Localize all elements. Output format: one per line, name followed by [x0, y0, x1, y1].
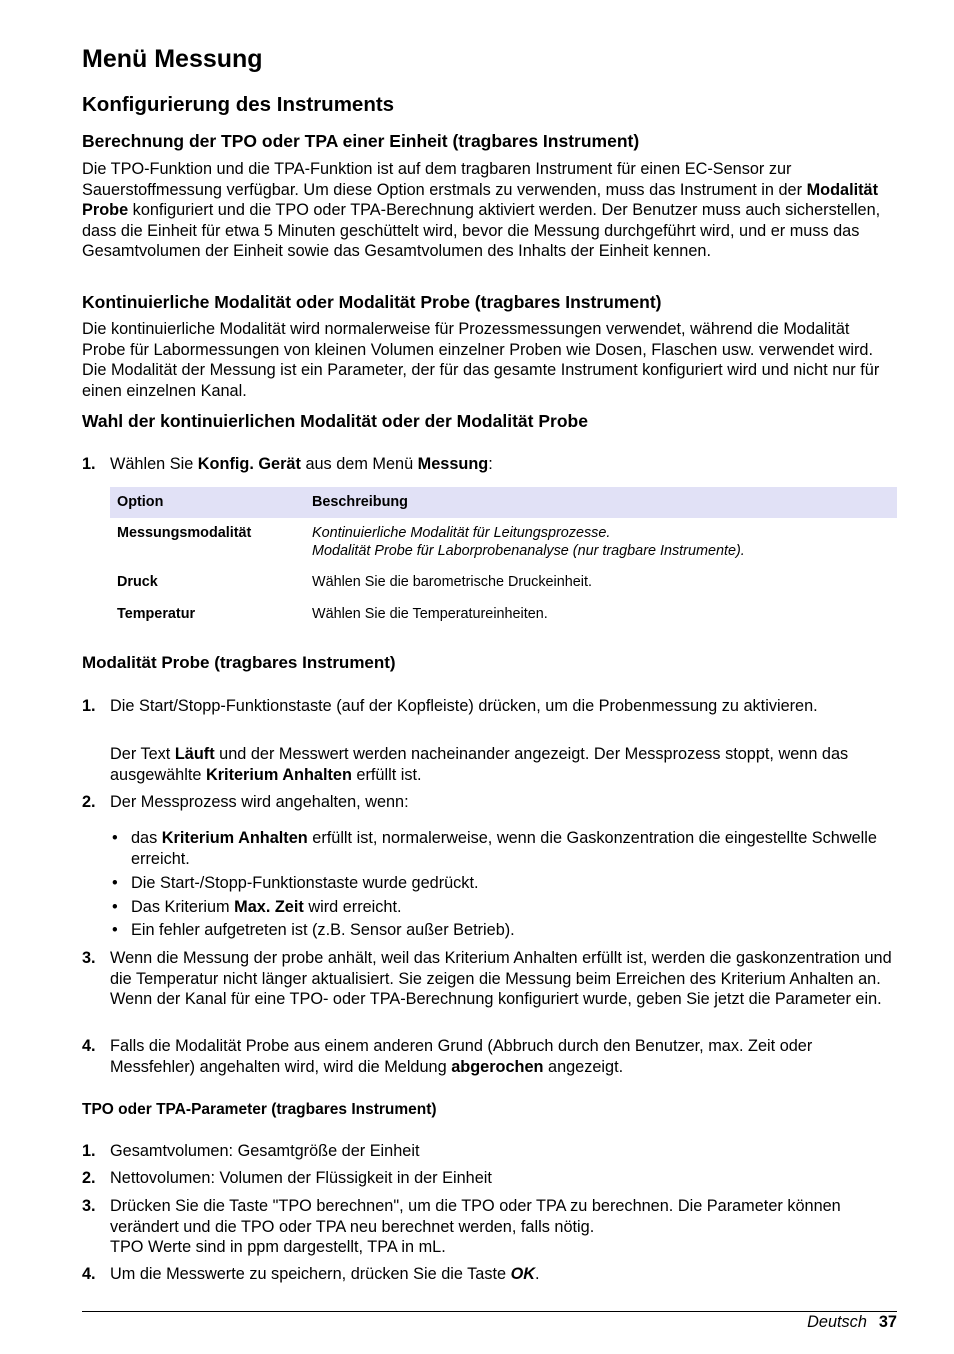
table-cell-desc: Kontinuierliche Modalität für Leitungsprozesse. [312, 525, 611, 541]
column-header-option: Option [117, 494, 164, 510]
bullet-item: • Das Kriterium Max. Zeit wird erreicht. [112, 898, 402, 916]
list-item: 2. Der Messprozess wird angehalten, wenn: [82, 793, 409, 811]
heading-modalitaet: Kontinuierliche Modalität oder Modalität Probe (tragbares Instrument) [82, 292, 662, 312]
heading-wahl-modalitaet: Wahl der kontinuierlichen Modalität oder der Modalität Probe [82, 411, 588, 431]
heading-tpo-parameter: TPO oder TPA-Parameter (tragbares Instrument) [82, 1101, 437, 1118]
list-item: 2. Nettovolumen: Volumen der Flüssigkeit in der Einheit [82, 1169, 492, 1187]
table-row [110, 518, 897, 568]
table-row [110, 568, 897, 600]
page-footer [807, 1313, 897, 1331]
section-title: Konfigurierung des Instruments [82, 93, 395, 116]
paragraph-tpo-tpa: Die TPO-Funktion und die TPA-Funktion ist auf dem tragbaren Instrument für einen EC-Sensor zur Sauerstoffmessung verfügbar. Um diese Option erstmals zu verwenden, muss das Instrument in der Modalität Probe konfiguriert und die TPO oder TPA-Berechnung aktiviert werden. Der Benutzer muss auch sicherstellen, dass die Einheit für etwa 5 Minuten geschüttelt wird, bevor die Messung durchgeführt wird, und er muss das Gesamtvolumen der Einheit sowie das Gesamtvolumen des Inhalts der Einheit kennen. [82, 160, 881, 260]
paragraph-modalitaet: Die kontinuierliche Modalität wird normalerweise für Prozessmessungen verwendet, während die Modalität Probe für Labormessungen von kleinen Volumen einzelner Proben wie Dosen, Flaschen usw. verwendet wird. Die Modalität der Messung ist ein Parameter, der für das gesamte Instrument konfiguriert wird und nicht nur für einen einzelnen Kanal. [82, 320, 880, 400]
heading-tpo-tpa: Berechnung der TPO oder TPA einer Einheit (tragbares Instrument) [82, 131, 640, 151]
table-header [110, 487, 897, 518]
list-item: 4. Falls die Modalität Probe aus einem anderen Grund (Abbruch durch den Benutzer, max. Zeit oder Messfehler) angehalten wird, wird die Meldung abgerochen angezeigt. [82, 1037, 813, 1076]
table-cell-option: Messungsmodalität [117, 525, 252, 541]
list-item-note: Der Text Läuft und der Messwert werden nacheinander angezeigt. Der Messprozess stoppt, wenn das ausgewählte Kriterium Anhalten erfüllt ist. [110, 745, 849, 784]
bullet-item: • das Kriterium Anhalten erfüllt ist, normalerweise, wenn die Gaskonzentration die eingestellte Schwelle erreicht. [112, 829, 877, 868]
table-cell-option: Temperatur [117, 606, 196, 622]
table-cell-desc: Wählen Sie die barometrische Druckeinheit. [312, 574, 592, 590]
list-item: 1. Die Start/Stopp-Funktionstaste (auf der Kopfleiste) drücken, um die Probenmessung zu aktivieren. [82, 697, 818, 715]
list-item: 3. Wenn die Messung der probe anhält, weil das Kriterium Anhalten erfüllt ist, werden die gaskonzentration und die Temperatur nicht länger aktualisiert. Sie zeigen die Messung beim Erreichen des Kriterium Anhalten an. Wenn der Kanal für eine TPO- oder TPA-Berechnung konfiguriert wurde, geben Sie jetzt die Parameter ein. [82, 949, 892, 1008]
footer-divider [82, 1311, 897, 1312]
table-cell-desc: Modalität Probe für Laborprobenanalyse (nur tragbare Instrumente). [312, 543, 745, 559]
list-item: 4. Um die Messwerte zu speichern, drücken Sie die Taste OK. [82, 1265, 540, 1283]
list-item: 3. Drücken Sie die Taste "TPO berechnen", um die TPO oder TPA zu berechnen. Die Parameter können verändert und die TPO oder TPA neu berechnet werden, falls nötig. TPO Werte sind in ppm dargestellt, TPA in mL. [82, 1197, 841, 1256]
list-item: 1. Gesamtvolumen: Gesamtgröße der Einheit [82, 1142, 420, 1160]
page-title: Menü Messung [82, 45, 263, 73]
table-cell-desc: Wählen Sie die Temperatureinheiten. [312, 606, 548, 622]
footer-language: Deutsch [807, 1313, 867, 1331]
bullet-item: • Ein fehler aufgetreten ist (z.B. Sensor außer Betrieb). [112, 921, 515, 939]
column-header-beschreibung: Beschreibung [312, 494, 408, 510]
page-number: 37 [878, 1313, 897, 1331]
options-table [110, 487, 897, 632]
list-item: 1. Wählen Sie Konfig. Gerät aus dem Menü Messung: [82, 455, 493, 473]
heading-modalitaet-probe: Modalität Probe (tragbares Instrument) [82, 653, 396, 672]
bullet-item: • Die Start-/Stopp-Funktionstaste wurde gedrückt. [112, 874, 479, 892]
table-cell-option: Druck [117, 574, 158, 590]
table-row [110, 600, 897, 632]
